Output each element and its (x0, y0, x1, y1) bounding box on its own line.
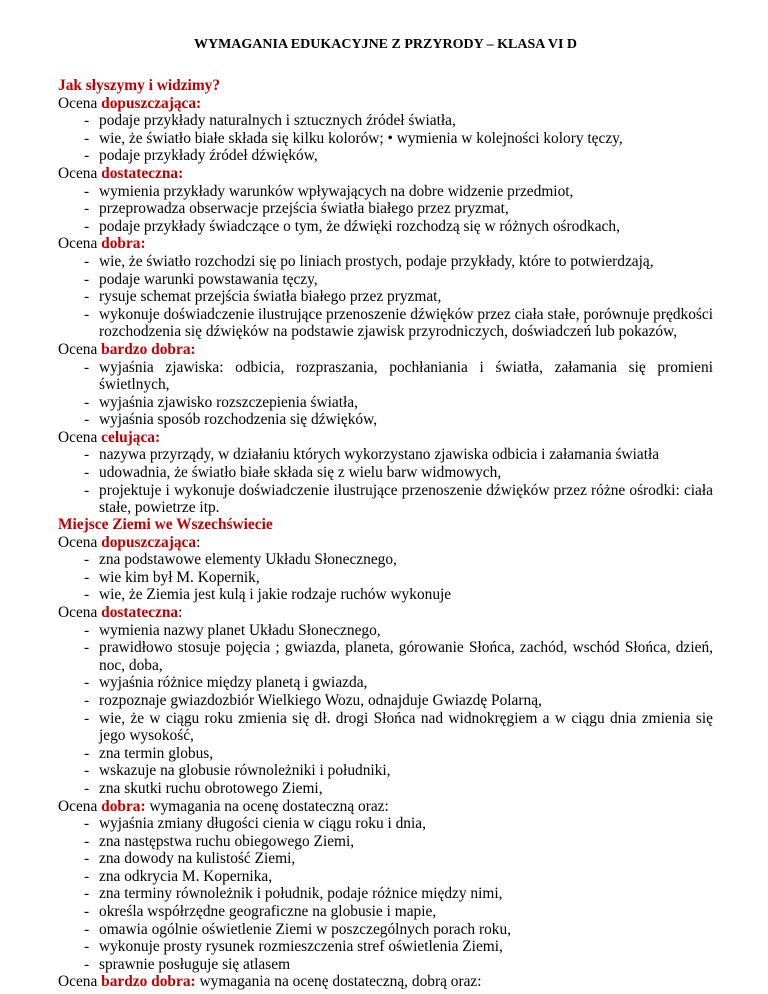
grade-name: dobra: (101, 797, 146, 815)
requirement-text: zna termin globus, (99, 744, 214, 762)
grade-heading (58, 798, 713, 816)
requirement-item (58, 147, 713, 165)
dash-bullet-icon: - (84, 938, 90, 956)
requirement-text: zna podstawowe elementy Układu Słonecznego, (99, 551, 397, 569)
requirement-item (58, 112, 713, 130)
requirement-text: wyjaśnia zjawisko rozszczepienia światła, (99, 393, 358, 411)
requirement-text: wyjaśnia zjawiska: odbicia, rozpraszania, pochłaniania i światła, załamania się promieni świetlnych, (99, 358, 713, 394)
section-title: Miejsce Ziemi we Wszechświecie (58, 516, 273, 533)
requirement-item (58, 218, 713, 236)
requirement-text: rysuje schemat przejścia światła białego przez pryzmat, (99, 288, 442, 306)
requirement-list (58, 112, 713, 165)
grade-suffix: wymagania na ocenę dostateczną, dobrą oraz: (195, 973, 482, 991)
grade-prefix: Ocena (58, 428, 102, 446)
requirement-text: nazywa przyrządy, w działaniu których wykorzystano zjawiska odbicia i załamania światła (99, 446, 660, 464)
grade-prefix: Ocena (58, 797, 102, 815)
requirement-text: wie, że w ciągu roku zmienia się dł. drogi Słońca nad widnokręgiem a w ciągu dnia zmienia się jego wysokość, (99, 709, 713, 745)
grade-prefix: Ocena (58, 235, 102, 253)
dash-bullet-icon: - (84, 832, 90, 850)
requirement-item (58, 833, 713, 851)
grade-name: dopuszczająca (101, 533, 197, 551)
requirement-text: zna następstwa ruchu obiegowego Ziemi, (99, 832, 355, 850)
dash-bullet-icon: - (84, 744, 90, 762)
requirement-text: wie kim był M. Kopernik, (99, 568, 260, 586)
requirement-list (58, 446, 713, 516)
requirement-item (58, 674, 713, 692)
grade-prefix: Ocena (58, 603, 102, 621)
grade-prefix: Ocena (58, 164, 102, 182)
requirement-list (58, 551, 713, 604)
requirement-text: zna dowody na kulistość Ziemi, (99, 850, 296, 868)
dash-bullet-icon: - (84, 217, 90, 235)
requirement-text: podaje przykłady naturalnych i sztucznych źródeł światła, (99, 112, 456, 130)
requirement-text: podaje przykłady źródeł dźwięków, (99, 147, 318, 165)
dash-bullet-icon: - (84, 867, 90, 885)
dash-bullet-icon: - (84, 358, 90, 376)
requirement-text: zna skutki ruchu obrotowego Ziemi, (99, 779, 323, 797)
requirement-text: wyjaśnia sposób rozchodzenia się dźwięków, (99, 411, 378, 429)
requirement-item (58, 130, 713, 148)
dash-bullet-icon: - (84, 270, 90, 288)
requirement-text: określa współrzędne geograficzne na globusie i mapie, (99, 903, 437, 921)
requirement-item (58, 200, 713, 218)
grade-heading (58, 429, 713, 447)
requirement-item (58, 253, 713, 271)
grade-heading (58, 165, 713, 183)
grade-suffix: wymagania na ocenę dostateczną oraz: (145, 797, 389, 815)
requirement-text: wyjaśnia różnice między planetą i gwiazda, (99, 674, 368, 692)
section-miejsce-ziemi (58, 516, 713, 991)
requirement-list (58, 359, 713, 429)
dash-bullet-icon: - (84, 182, 90, 200)
dash-bullet-icon: - (84, 691, 90, 709)
dash-bullet-icon: - (84, 252, 90, 270)
requirement-list (58, 183, 713, 236)
requirement-item (58, 288, 713, 306)
grade-heading (58, 95, 713, 113)
dash-bullet-icon: - (84, 411, 90, 429)
requirement-text: wymienia nazwy planet Układu Słonecznego, (99, 621, 381, 639)
requirement-item (58, 815, 713, 833)
dash-bullet-icon: - (84, 464, 90, 482)
dash-bullet-icon: - (84, 305, 90, 323)
requirement-list (58, 622, 713, 798)
requirement-text: sprawnie posługuje się atlasem (99, 955, 291, 973)
dash-bullet-icon: - (84, 288, 90, 306)
requirement-text: podaje warunki powstawania tęczy, (99, 270, 318, 288)
dash-bullet-icon: - (84, 955, 90, 973)
grade-prefix: Ocena (58, 973, 102, 991)
section-title: Jak słyszymy i widzimy? (58, 77, 221, 94)
requirement-item (58, 850, 713, 868)
requirement-item (58, 482, 713, 517)
requirement-text: udowadnia, że światło białe składa się z wielu barw widmowych, (99, 464, 502, 482)
grade-heading (58, 604, 713, 622)
dash-bullet-icon: - (84, 481, 90, 499)
dash-bullet-icon: - (84, 147, 90, 165)
dash-bullet-icon: - (84, 903, 90, 921)
requirement-text: zna odkrycia M. Kopernika, (99, 867, 273, 885)
dash-bullet-icon: - (84, 762, 90, 780)
grade-suffix: : (196, 533, 201, 551)
requirement-item (58, 780, 713, 798)
requirement-item (58, 586, 713, 604)
grade-heading (58, 973, 713, 991)
requirement-item (58, 464, 713, 482)
dash-bullet-icon: - (84, 393, 90, 411)
dash-bullet-icon: - (84, 639, 90, 657)
requirement-text: wykonuje doświadczenie ilustrujące przenoszenie dźwięków przez ciała stałe, porównuje prędkości rozchodzenia się dźwięków na podstawie zjawisk przyrodniczych, doświadczeń lub pokazów, (99, 305, 713, 341)
grade-name: dopuszczająca: (101, 94, 202, 112)
requirement-text: przeprowadza obserwacje przejścia światła białego przez pryzmat, (99, 200, 509, 218)
grade-name: dostateczna (101, 603, 179, 621)
grade-name: bardzo dobra: (101, 973, 196, 991)
requirement-text: prawidłowo stosuje pojęcia ; gwiazda, planeta, górowanie Słońca, zachód, wschód Słońca, dzień, noc, doba, (99, 639, 713, 674)
dash-bullet-icon: - (84, 674, 90, 692)
requirement-text: omawia ogólnie oświetlenie Ziemi w poszczególnych porach roku, (99, 920, 512, 938)
grade-heading (58, 534, 713, 552)
requirement-item (58, 622, 713, 640)
requirement-item (58, 271, 713, 289)
dash-bullet-icon: - (84, 885, 90, 903)
requirement-item (58, 921, 713, 939)
requirement-text: wymienia przykłady warunków wpływających na dobre widzenie przedmiot, (99, 182, 574, 200)
requirement-text: wyjaśnia zmiany długości cienia w ciągu roku i dnia, (99, 815, 426, 833)
dash-bullet-icon: - (84, 586, 90, 604)
dash-bullet-icon: - (84, 850, 90, 868)
dash-bullet-icon: - (84, 779, 90, 797)
dash-bullet-icon: - (84, 112, 90, 130)
requirement-item (58, 745, 713, 763)
grade-name: dobra: (101, 235, 146, 253)
grade-name: bardzo dobra: (101, 340, 196, 358)
dash-bullet-icon: - (84, 568, 90, 586)
requirement-item (58, 306, 713, 341)
requirement-item (58, 938, 713, 956)
requirement-list (58, 815, 713, 973)
requirement-item (58, 868, 713, 886)
dash-bullet-icon: - (84, 621, 90, 639)
grade-name: celująca: (101, 428, 161, 446)
requirement-item (58, 394, 713, 412)
requirement-item (58, 551, 713, 569)
requirement-item (58, 183, 713, 201)
requirement-text: wie, że światło rozchodzi się po liniach prostych, podaje przykłady, które to potwierdzają, (99, 252, 654, 270)
requirement-item (58, 762, 713, 780)
grade-prefix: Ocena (58, 340, 102, 358)
requirement-text: projektuje i wykonuje doświadczenie ilustrujące przenoszenie dźwięków przez różne ośrodki: ciała stałe, powietrze itp. (99, 481, 713, 517)
section-jak-slyszymy (58, 77, 713, 517)
requirement-text: wie, że światło białe składa się kilku kolorów; • wymienia w kolejności kolory tęczy, (99, 129, 623, 147)
requirement-text: wskazuje na globusie równoleżniki i południki, (99, 762, 391, 780)
requirement-text: rozpoznaje gwiazdozbiór Wielkiego Wozu, odnajduje Gwiazdę Polarną, (99, 691, 542, 709)
requirement-item (58, 710, 713, 745)
requirement-item (58, 411, 713, 429)
requirement-item (58, 446, 713, 464)
dash-bullet-icon: - (84, 446, 90, 464)
requirement-item (58, 903, 713, 921)
grade-prefix: Ocena (58, 533, 102, 551)
dash-bullet-icon: - (84, 920, 90, 938)
grade-suffix: : (178, 603, 183, 621)
dash-bullet-icon: - (84, 200, 90, 218)
requirement-text: wykonuje prosty rysunek rozmieszczenia stref oświetlenia Ziemi, (99, 938, 503, 956)
requirement-item (58, 639, 713, 674)
requirement-item (58, 956, 713, 974)
requirement-text: zna terminy równoleżnik i południk, podaje różnice między nimi, (99, 885, 503, 903)
document-title: WYMAGANIA EDUKACYJNE Z PRZYRODY – KLASA VI D (193, 37, 578, 52)
requirement-text: wie, że Ziemia jest kulą i jakie rodzaje ruchów wykonuje (99, 586, 452, 604)
requirement-text: podaje przykłady świadczące o tym, że dźwięki rozchodzą się w różnych ośrodkach, (99, 217, 620, 235)
requirement-item (58, 569, 713, 587)
dash-bullet-icon: - (84, 709, 90, 727)
grade-prefix: Ocena (58, 94, 102, 112)
grade-heading (58, 341, 713, 359)
grade-heading (58, 235, 713, 253)
dash-bullet-icon: - (84, 129, 90, 147)
dash-bullet-icon: - (84, 551, 90, 569)
requirement-item (58, 692, 713, 710)
requirement-item (58, 359, 713, 394)
dash-bullet-icon: - (84, 815, 90, 833)
grade-name: dostateczna: (101, 164, 184, 182)
requirement-item (58, 885, 713, 903)
requirement-list (58, 253, 713, 341)
